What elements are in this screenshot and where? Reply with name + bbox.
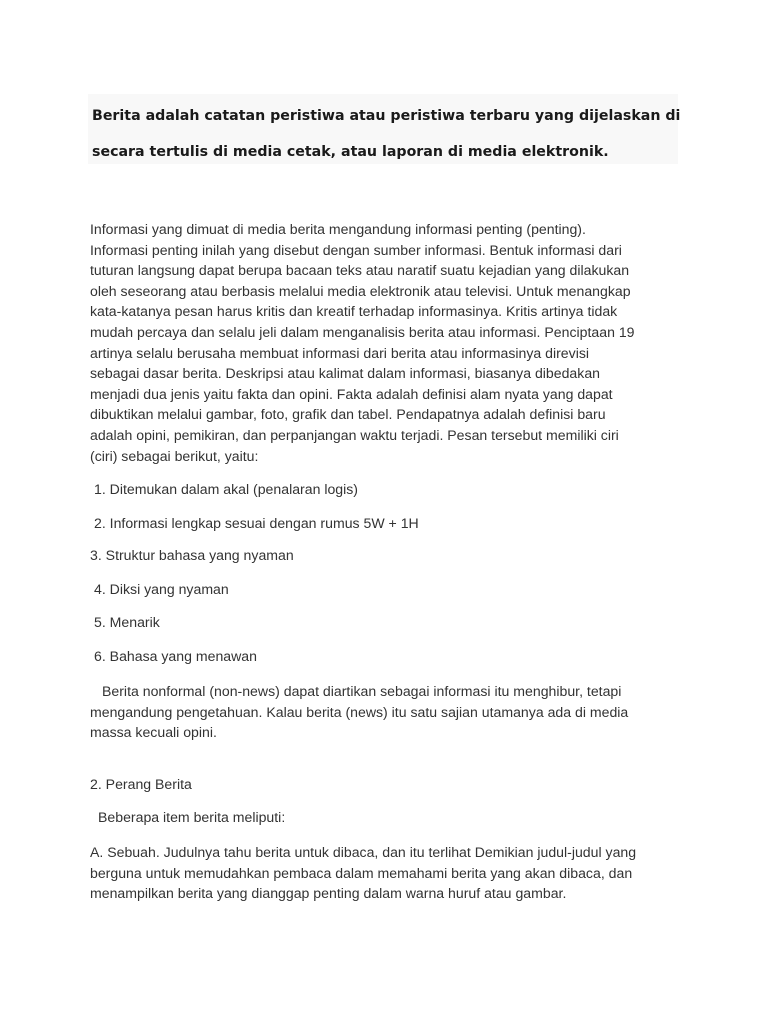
paragraph-nonformal	[90, 681, 690, 743]
paragraph-line: mudah percaya dan selalu jeli dalam menganalisis berita atau informasi. Penciptaan 19	[90, 323, 635, 340]
paragraph-line: tuturan langsung dapat berupa bacaan teks atau naratif suatu kejadian yang dilakukan	[90, 262, 630, 279]
paragraph-line: massa kecuali opini.	[90, 724, 217, 741]
paragraph-line: menjadi dua jenis yaitu fakta dan opini. Fakta adalah definisi alam nyata yang dapat	[90, 385, 613, 402]
paragraph-line: A. Sebuah. Judulnya tahu berita untuk dibaca, dan itu terlihat Demikian judul-judul yang	[90, 844, 637, 860]
list-item-1: 1. Ditemukan dalam akal (penalaran logis)	[94, 481, 359, 497]
paragraph-line: Berita nonformal (non-news) dapat diartikan sebagai informasi itu menghibur, tetapi	[102, 683, 622, 699]
list-item-3: 3. Struktur bahasa yang nyaman	[90, 547, 294, 563]
paragraph-line: menampilkan berita yang dianggap penting dalam warna huruf atau gambar.	[90, 885, 567, 902]
list-item-6: 6. Bahasa yang menawan	[94, 648, 257, 664]
paragraph-line: berguna untuk memudahkan pembaca dalam memahami berita yang akan dibaca, dan	[90, 864, 633, 881]
heading-line-1: Berita adalah catatan peristiwa atau peristiwa terbaru yang dijelaskan di	[92, 108, 681, 124]
list-item-2: 2. Informasi lengkap sesuai dengan rumus 5W + 1H	[94, 515, 419, 531]
paragraph-line: oleh seseorang atau berbasis melalui media elektronik atau televisi. Untuk menangkap	[90, 282, 631, 299]
paragraph-line: artinya selalu berusaha membuat informasi dari berita atau informasinya direvisi	[90, 344, 589, 361]
heading-block	[88, 94, 681, 164]
paragraph-line: kata-katanya pesan harus kritis dan kreatif terhadap informasinya. Kritis artinya tidak	[90, 303, 618, 320]
paragraph-line: adalah opini, pemikiran, dan perpanjangan waktu terjadi. Pesan tersebut memiliki ciri	[90, 426, 619, 443]
paragraph-intro	[90, 219, 690, 466]
heading-line-2: secara tertulis di media cetak, atau laporan di media elektronik.	[92, 144, 609, 160]
paragraph-line: sebagai dasar berita. Deskripsi atau kalimat dalam informasi, biasanya dibedakan	[90, 365, 600, 382]
paragraph-line: Informasi yang dimuat di media berita mengandung informasi penting (penting).	[90, 221, 586, 237]
section-title: 2. Perang Berita	[90, 776, 192, 792]
list-item-4: 4. Diksi yang nyaman	[94, 581, 229, 597]
paragraph-line: Informasi penting inilah yang disebut dengan sumber informasi. Bentuk informasi dari	[90, 241, 622, 258]
paragraph-line: (ciri) sebagai berikut, yaitu:	[90, 447, 259, 464]
paragraph-items	[90, 842, 690, 904]
section-intro: Beberapa item berita meliputi:	[98, 809, 286, 825]
list-item-5: 5. Menarik	[94, 614, 160, 630]
paragraph-line: mengandung pengetahuan. Kalau berita (news) itu satu sajian utamanya ada di media	[90, 703, 629, 720]
paragraph-line: dibuktikan melalui gambar, foto, grafik dan tabel. Pendapatnya adalah definisi baru	[90, 406, 606, 423]
